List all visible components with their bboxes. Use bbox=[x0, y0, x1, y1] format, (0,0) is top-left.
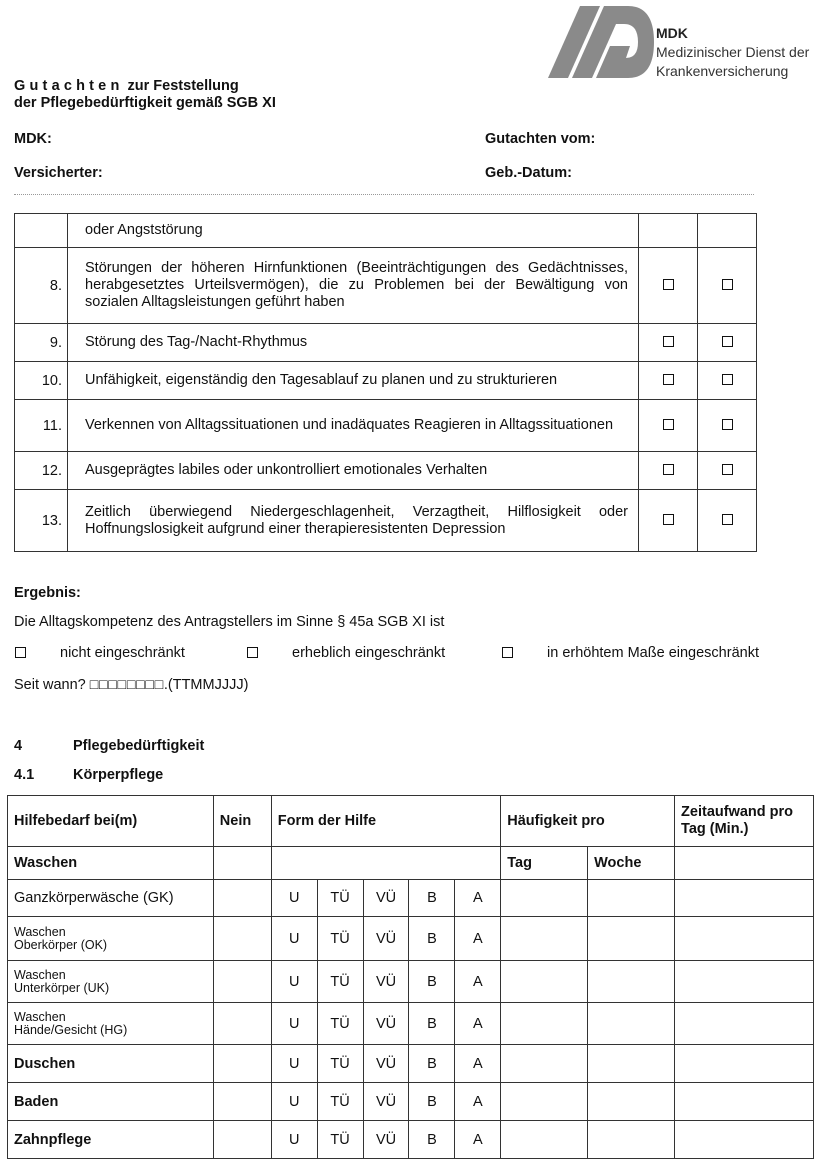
since-when-label: Seit wann? bbox=[14, 677, 86, 693]
care-activity-label bbox=[8, 1003, 214, 1045]
criteria-yes-checkbox[interactable] bbox=[663, 336, 674, 347]
since-when-row bbox=[14, 677, 248, 693]
criteria-no-cell bbox=[698, 362, 757, 400]
option-highly-limited-checkbox[interactable] bbox=[502, 647, 513, 658]
koerperpflege-table bbox=[7, 795, 814, 1159]
logo-name: MDK bbox=[656, 25, 688, 41]
criteria-no-cell bbox=[698, 324, 757, 362]
care-zeit-cell[interactable] bbox=[675, 961, 814, 1003]
care-form-code-cell[interactable]: VÜ bbox=[363, 1003, 409, 1045]
care-form-code-cell[interactable]: U bbox=[271, 917, 317, 961]
care-activity-label: Ganzkörperwäsche (GK) bbox=[8, 880, 214, 917]
care-zeit-cell[interactable] bbox=[675, 880, 814, 917]
care-woche-cell[interactable] bbox=[588, 880, 675, 917]
logo-line-2: Krankenversicherung bbox=[656, 63, 789, 79]
care-row bbox=[8, 1003, 814, 1045]
care-tag-cell[interactable] bbox=[501, 1083, 588, 1121]
header-haeufigkeit: Häufigkeit pro bbox=[501, 796, 675, 847]
care-form-code-cell[interactable]: B bbox=[409, 961, 455, 1003]
care-form-code-cell[interactable]: B bbox=[409, 880, 455, 917]
care-row bbox=[8, 917, 814, 961]
care-form-code-cell[interactable]: VÜ bbox=[363, 917, 409, 961]
care-activity-line-2: Hände/Gesicht (HG) bbox=[14, 1022, 128, 1037]
logo-line-1: Medizinischer Dienst der bbox=[656, 44, 810, 60]
separator-line bbox=[14, 194, 754, 195]
care-form-code-cell[interactable]: B bbox=[409, 1045, 455, 1083]
care-form-code-cell[interactable]: U bbox=[271, 961, 317, 1003]
care-activity-label bbox=[8, 961, 214, 1003]
care-zeit-cell[interactable] bbox=[675, 1083, 814, 1121]
care-nein-cell[interactable] bbox=[213, 1045, 271, 1083]
criteria-yes-cell bbox=[639, 214, 698, 248]
criteria-text: Verkennen von Alltagssituationen und inadäquates Reagieren in Alltagssituationen bbox=[68, 400, 639, 452]
care-tag-cell[interactable] bbox=[501, 880, 588, 917]
care-activity-line-2: Unterkörper (UK) bbox=[14, 980, 110, 995]
care-form-code-cell[interactable]: VÜ bbox=[363, 1045, 409, 1083]
option-highly-limited-label: in erhöhtem Maße eingeschränkt bbox=[547, 645, 759, 661]
care-form-code-cell[interactable]: U bbox=[271, 880, 317, 917]
mdk-logo-icon bbox=[548, 6, 654, 78]
criteria-yes-cell bbox=[639, 490, 698, 552]
care-form-code-cell[interactable]: TÜ bbox=[317, 880, 363, 917]
criteria-number: 12. bbox=[15, 452, 68, 490]
care-row bbox=[8, 1045, 814, 1083]
criteria-no-cell bbox=[698, 214, 757, 248]
header-form-der-hilfe: Form der Hilfe bbox=[271, 796, 501, 847]
care-form-code-cell[interactable]: B bbox=[409, 1003, 455, 1045]
criteria-row bbox=[15, 214, 757, 248]
care-form-code-cell[interactable]: U bbox=[271, 1045, 317, 1083]
care-form-code-cell[interactable]: TÜ bbox=[317, 1083, 363, 1121]
care-woche-cell[interactable] bbox=[588, 917, 675, 961]
document-title bbox=[14, 78, 276, 112]
care-form-code-cell[interactable]: TÜ bbox=[317, 1003, 363, 1045]
care-form-code-cell[interactable]: VÜ bbox=[363, 961, 409, 1003]
criteria-no-checkbox[interactable] bbox=[722, 336, 733, 347]
versicherter-label: Versicherter: bbox=[14, 165, 103, 181]
subheader-empty-form bbox=[271, 847, 501, 880]
criteria-row bbox=[15, 452, 757, 490]
care-activity-line-1: Waschen bbox=[14, 1009, 66, 1024]
criteria-number: 10. bbox=[15, 362, 68, 400]
care-form-code-cell[interactable]: TÜ bbox=[317, 1045, 363, 1083]
subheader-empty-zeit bbox=[675, 847, 814, 880]
care-zeit-cell[interactable] bbox=[675, 1045, 814, 1083]
criteria-yes-cell bbox=[639, 452, 698, 490]
criteria-no-cell bbox=[698, 490, 757, 552]
care-form-code-cell[interactable]: A bbox=[455, 1045, 501, 1083]
care-zeit-cell[interactable] bbox=[675, 1003, 814, 1045]
care-form-code-cell[interactable]: A bbox=[455, 961, 501, 1003]
care-tag-cell[interactable] bbox=[501, 961, 588, 1003]
title-spaced: Gutachten bbox=[14, 78, 124, 94]
section-4-title: Pflegebedürftigkeit bbox=[73, 738, 205, 754]
care-nein-cell[interactable] bbox=[213, 961, 271, 1003]
criteria-text: Unfähigkeit, eigenständig den Tagesablauf zu planen und zu strukturieren bbox=[68, 362, 639, 400]
care-zeit-cell[interactable] bbox=[675, 1121, 814, 1159]
care-form-code-cell[interactable]: VÜ bbox=[363, 1121, 409, 1159]
criteria-row bbox=[15, 324, 757, 362]
care-row bbox=[8, 1083, 814, 1121]
criteria-yes-cell bbox=[639, 324, 698, 362]
title-line-2: der Pflegebedürftigkeit gemäß SGB XI bbox=[14, 95, 276, 111]
title-rest: zur Feststellung bbox=[127, 78, 239, 94]
care-activity-label: Baden bbox=[8, 1083, 214, 1121]
care-nein-cell[interactable] bbox=[213, 880, 271, 917]
criteria-no-checkbox[interactable] bbox=[722, 514, 733, 525]
care-form-code-cell[interactable]: B bbox=[409, 1083, 455, 1121]
care-form-code-cell[interactable]: A bbox=[455, 917, 501, 961]
care-form-code-cell[interactable]: A bbox=[455, 880, 501, 917]
geb-datum-label: Geb.-Datum: bbox=[485, 165, 572, 181]
criteria-yes-checkbox[interactable] bbox=[663, 374, 674, 385]
care-activity-line-1: Waschen bbox=[14, 967, 66, 982]
criteria-yes-cell bbox=[639, 400, 698, 452]
criteria-yes-checkbox[interactable] bbox=[663, 419, 674, 430]
header-nein: Nein bbox=[213, 796, 271, 847]
care-form-code-cell[interactable]: TÜ bbox=[317, 961, 363, 1003]
criteria-no-checkbox[interactable] bbox=[722, 464, 733, 475]
criteria-row bbox=[15, 400, 757, 452]
care-form-code-cell[interactable]: VÜ bbox=[363, 1083, 409, 1121]
criteria-yes-checkbox[interactable] bbox=[663, 279, 674, 290]
care-woche-cell[interactable] bbox=[588, 1121, 675, 1159]
care-woche-cell[interactable] bbox=[588, 1083, 675, 1121]
subheader-woche: Woche bbox=[588, 847, 675, 880]
criteria-text: Störungen der höheren Hirnfunktionen (Beeinträchtigungen des Gedächtnisses, herabgesetztes Urteilsvermögen), die zu Problemen bei der Bewältigung von sozialen Alltagsleistungen geführt haben bbox=[68, 248, 639, 324]
care-row bbox=[8, 1121, 814, 1159]
criteria-number: 11. bbox=[15, 400, 68, 452]
care-activity-line-1: Waschen bbox=[14, 924, 66, 939]
care-woche-cell[interactable] bbox=[588, 1003, 675, 1045]
section-41-number: 4.1 bbox=[14, 767, 35, 783]
criteria-row bbox=[15, 490, 757, 552]
care-row bbox=[8, 880, 814, 917]
care-nein-cell[interactable] bbox=[213, 1003, 271, 1045]
header-zeitaufwand: Zeitaufwand pro Tag (Min.) bbox=[675, 796, 814, 847]
criteria-no-checkbox[interactable] bbox=[722, 419, 733, 430]
care-form-code-cell[interactable]: B bbox=[409, 917, 455, 961]
care-form-code-cell[interactable]: TÜ bbox=[317, 917, 363, 961]
section-41-title: Körperpflege bbox=[73, 767, 164, 783]
care-tag-cell[interactable] bbox=[501, 917, 588, 961]
gutachten-vom-label: Gutachten vom: bbox=[485, 131, 596, 147]
criteria-no-cell bbox=[698, 248, 757, 324]
subheader-waschen: Waschen bbox=[8, 847, 214, 880]
since-date-boxes[interactable]: □□□□□□□□ bbox=[89, 677, 164, 693]
criteria-number: 9. bbox=[15, 324, 68, 362]
option-significantly-limited-label: erheblich eingeschränkt bbox=[292, 645, 446, 661]
care-form-code-cell[interactable]: U bbox=[271, 1121, 317, 1159]
care-zeit-cell[interactable] bbox=[675, 917, 814, 961]
care-form-code-cell[interactable]: TÜ bbox=[317, 1121, 363, 1159]
subheader-empty-nein bbox=[213, 847, 271, 880]
criteria-no-cell bbox=[698, 452, 757, 490]
option-not-limited-checkbox[interactable] bbox=[15, 647, 26, 658]
criteria-no-checkbox[interactable] bbox=[722, 374, 733, 385]
criteria-yes-cell bbox=[639, 248, 698, 324]
option-significantly-limited-checkbox[interactable] bbox=[247, 647, 258, 658]
care-row bbox=[8, 961, 814, 1003]
mdk-label: MDK: bbox=[14, 131, 52, 147]
logo-text bbox=[656, 24, 809, 81]
criteria-yes-cell bbox=[639, 362, 698, 400]
criteria-no-cell bbox=[698, 400, 757, 452]
care-activity-label bbox=[8, 917, 214, 961]
result-heading: Ergebnis: bbox=[14, 585, 81, 601]
criteria-number: 13. bbox=[15, 490, 68, 552]
care-nein-cell[interactable] bbox=[213, 1121, 271, 1159]
care-form-code-cell[interactable]: A bbox=[455, 1121, 501, 1159]
criteria-number: 8. bbox=[15, 248, 68, 324]
care-form-code-cell[interactable]: U bbox=[271, 1003, 317, 1045]
criteria-table bbox=[14, 213, 757, 552]
care-woche-cell[interactable] bbox=[588, 1045, 675, 1083]
subheader-tag: Tag bbox=[501, 847, 588, 880]
care-nein-cell[interactable] bbox=[213, 1083, 271, 1121]
care-form-code-cell[interactable]: U bbox=[271, 1083, 317, 1121]
care-woche-cell[interactable] bbox=[588, 961, 675, 1003]
care-form-code-cell[interactable]: A bbox=[455, 1003, 501, 1045]
criteria-text: Ausgeprägtes labiles oder unkontrolliert emotionales Verhalten bbox=[68, 452, 639, 490]
care-activity-label: Zahnpflege bbox=[8, 1121, 214, 1159]
care-nein-cell[interactable] bbox=[213, 917, 271, 961]
care-activity-line-2: Oberkörper (OK) bbox=[14, 937, 108, 952]
since-date-format: .(TTMMJJJJ) bbox=[163, 677, 249, 693]
criteria-row bbox=[15, 362, 757, 400]
header-hilfebedarf: Hilfebedarf bei(m) bbox=[8, 796, 214, 847]
care-tag-cell[interactable] bbox=[501, 1045, 588, 1083]
option-not-limited-label: nicht eingeschränkt bbox=[60, 645, 185, 661]
care-form-code-cell[interactable]: A bbox=[455, 1083, 501, 1121]
criteria-text: oder Angststörung bbox=[68, 214, 639, 248]
result-sentence: Die Alltagskompetenz des Antragstellers im Sinne § 45a SGB XI ist bbox=[14, 614, 445, 630]
criteria-row bbox=[15, 248, 757, 324]
care-activity-label: Duschen bbox=[8, 1045, 214, 1083]
criteria-no-checkbox[interactable] bbox=[722, 279, 733, 290]
care-form-code-cell[interactable]: B bbox=[409, 1121, 455, 1159]
care-form-code-cell[interactable]: VÜ bbox=[363, 880, 409, 917]
criteria-text: Störung des Tag-/Nacht-Rhythmus bbox=[68, 324, 639, 362]
criteria-number bbox=[15, 214, 68, 248]
care-tag-cell[interactable] bbox=[501, 1003, 588, 1045]
criteria-yes-checkbox[interactable] bbox=[663, 514, 674, 525]
criteria-text: Zeitlich überwiegend Niedergeschlagenheit, Verzagtheit, Hilflosigkeit oder Hoffnungslosigkeit aufgrund einer therapieresistenten Depression bbox=[68, 490, 639, 552]
care-tag-cell[interactable] bbox=[501, 1121, 588, 1159]
section-4-number: 4 bbox=[14, 738, 23, 754]
criteria-yes-checkbox[interactable] bbox=[663, 464, 674, 475]
